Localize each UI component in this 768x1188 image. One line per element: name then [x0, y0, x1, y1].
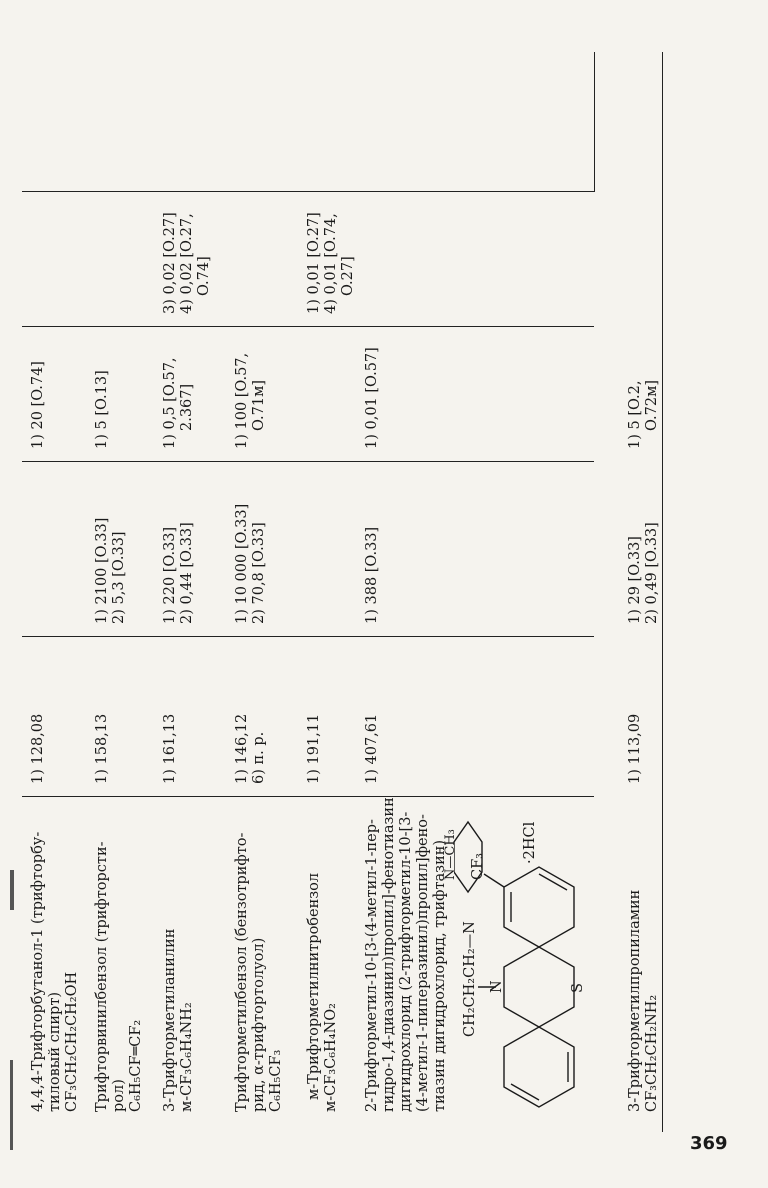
row6-mass: 1) 407,61: [364, 713, 380, 784]
row4-col2: [234, 353, 268, 449]
row4-mass: [234, 714, 268, 784]
row2-mass: 1) 158,13: [94, 713, 110, 784]
row4-col1-line1: 1) 10 000 [O.33]: [234, 503, 250, 624]
row1-mass: 1) 128,08: [30, 713, 46, 784]
col-divider-1: [22, 796, 594, 797]
row3-col2-line2: 2.367]: [179, 383, 195, 431]
row5-col3-line2: 4) 0,01 [O.74,: [323, 213, 339, 314]
row7-col1-line1: 1) 29 [O.33]: [627, 536, 643, 624]
row3-formula: м-CF₃C₆H₄NH₂: [179, 1002, 195, 1112]
table-border-thin: [594, 52, 595, 192]
trifluoperazine-structure: [454, 802, 624, 1122]
row6-name-line3: дигидрохлорид (2-трифторметил-10-[3-: [398, 811, 414, 1112]
row4-col1-line2: 2) 70,8 [O.33]: [251, 522, 267, 624]
struct-ring-s: S: [570, 983, 586, 993]
rotated-table: [22, 52, 702, 1132]
row7-name-line1: 3-Трифторметилпропиламин: [627, 889, 643, 1112]
col-divider-2: [22, 636, 594, 637]
row7-formula: CF₃CH₂CH₂NH₂: [644, 994, 660, 1112]
row7-name: [627, 890, 661, 1112]
struct-ring-n: N: [489, 980, 505, 993]
row3-mass: 1) 161,13: [162, 713, 178, 784]
row3-col3-line1: 3) 0,02 [O.27]: [162, 212, 178, 314]
col-divider-4: [22, 326, 594, 327]
row3-name-line1: 3-Трифторметиланилин: [162, 928, 178, 1112]
struct-cf3: CF₃: [470, 853, 486, 880]
row7-col1-line2: 2) 0,49 [O.33]: [644, 522, 660, 624]
page-number: 369: [690, 1133, 728, 1154]
row4-name-line2: рид, α-трифтортолуол): [251, 937, 267, 1112]
row4-col2-line2: O.71м]: [251, 379, 267, 431]
row2-col1-line1: 1) 2100 [O.33]: [94, 517, 110, 624]
row6-name-line5: тиазин дигидрохлорид, трифтазин): [432, 839, 448, 1112]
row6-name: [364, 797, 449, 1112]
row4-mass-line2: 6) п. р.: [251, 731, 267, 784]
row5-col3-line1: 1) 0,01 [O.27]: [306, 212, 322, 314]
row5-name-line1: м-Трифторметилнитробензол: [306, 872, 322, 1100]
scan-margin-mark: [10, 870, 14, 910]
row1-name: [30, 832, 81, 1112]
row7-col2-line1: 1) 5 [O.2,: [627, 380, 643, 449]
row7-col2: [627, 380, 661, 449]
row6-name-line2: гидро-1,4-диазинил)пропил]-фенотиазин: [381, 797, 397, 1112]
row6-col1: 1) 388 [O.33]: [364, 526, 380, 624]
row2-name-line2: рол): [111, 1079, 127, 1112]
col-divider-3: [22, 461, 594, 462]
row3-col3-line3: O.74]: [196, 256, 212, 296]
row6-name-line1: 2-Трифторметил-10-[3-(4-метил-1-пер-: [364, 819, 380, 1112]
row2-col1-line2: 2) 5,3 [O.33]: [111, 531, 127, 624]
row2-col2: 1) 5 [O.13]: [94, 370, 110, 449]
row5-col3: [306, 212, 357, 314]
row2-name: [94, 841, 145, 1112]
row3-col1-line1: 1) 220 [O.33]: [162, 526, 178, 624]
row5-formula: м-CF₃C₆H₄NO₂: [323, 1003, 339, 1112]
row5-mass: 1) 191,11: [306, 713, 322, 784]
row7-col1: [627, 522, 661, 624]
row3-col2: [162, 357, 196, 449]
col-divider-5: [22, 191, 594, 192]
row5-col3-line3: O.27]: [340, 256, 356, 296]
row4-col2-line1: 1) 100 [O.57,: [234, 352, 250, 449]
row6-name-line4: (4-метил-1-пиперазинил)пропил]фено-: [415, 814, 431, 1112]
row3-col3-line2: 4) 0,02 [O.27,: [179, 213, 195, 314]
row4-col1: [234, 504, 268, 624]
row7-col2-line2: O.72м]: [644, 379, 660, 431]
row1-name-line1: 4,4,4-Трифторбутанол-1 (трифторбу-: [30, 831, 46, 1112]
row3-col2-line1: 1) 0,5 [O.57,: [162, 357, 178, 449]
row3-col1: [162, 522, 196, 624]
struct-salt: ·2HCl: [522, 821, 538, 864]
struct-chain: CH₂CH₂CH₂—N: [462, 921, 478, 1037]
row1-col2: 1) 20 [O.74]: [30, 361, 46, 449]
table-border: [662, 52, 663, 1132]
row5-name: [306, 872, 340, 1112]
row4-mass-line1: 1) 146,12: [234, 713, 250, 784]
row6-col2: 1) 0,01 [O.57]: [364, 347, 380, 449]
struct-n-methyl: N—CH₃: [443, 829, 458, 880]
row3-col3: [162, 212, 213, 314]
row4-name-line1: Трифторметилбензол (бензотрифто-: [234, 832, 250, 1112]
row1-formula: CF₃CH₂CH₂CH₂OH: [64, 971, 80, 1112]
row3-col1-line2: 2) 0,44 [O.33]: [179, 522, 195, 624]
row2-name-line1: Трифторвинилбензол (трифторсти-: [94, 841, 110, 1112]
row1-name-line2: тиловый спирт): [47, 991, 63, 1112]
row2-formula: C₆H₅CF═CF₂: [128, 1019, 144, 1112]
scan-margin-mark: [10, 1060, 13, 1150]
row4-name: [234, 833, 285, 1112]
row7-mass: 1) 113,09: [627, 713, 643, 784]
row3-name: [162, 929, 196, 1112]
row2-col1: [94, 518, 128, 624]
row4-formula: C₆H₅CF₃: [268, 1049, 284, 1112]
